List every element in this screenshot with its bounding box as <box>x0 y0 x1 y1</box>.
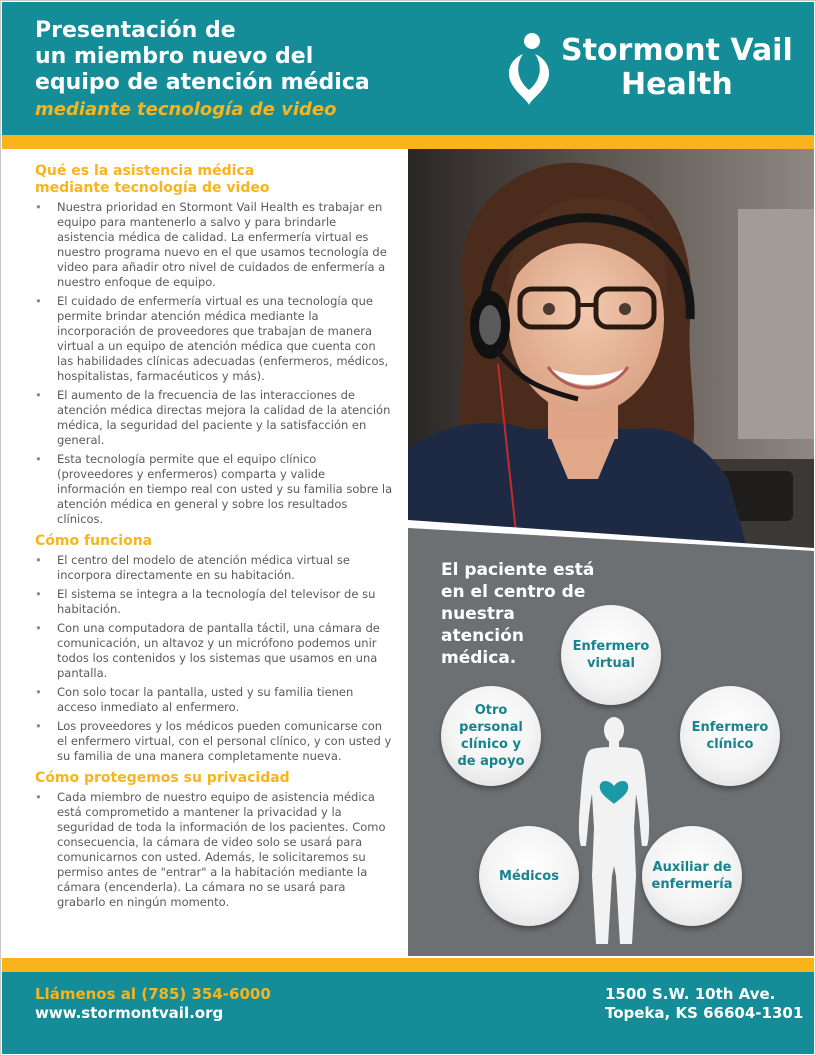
section-heading <box>35 770 395 787</box>
bubble-label: virtual <box>586 656 636 671</box>
logo-mark-icon <box>503 32 555 106</box>
section-heading <box>35 163 395 197</box>
list-item: • Con solo tocar la pantalla, usted y su familia tienen acceso inmediato al enfermero. <box>35 685 395 715</box>
list-item: • El aumento de la frecuencia de las interacciones de atención médica directas mejora la calidad de la atención médica, la seguridad del paciente y la satisfacción en general. <box>35 388 395 448</box>
heading-line: Cómo funciona <box>35 533 153 549</box>
page-subtitle: mediante tecnología de video <box>35 99 337 120</box>
bubble-label: de apoyo <box>457 754 525 769</box>
list-item: • El centro del modelo de atención médica virtual se incorpora directamente en su habitación. <box>35 553 395 583</box>
bubble-enfermero-clinico <box>680 686 780 786</box>
bubble-label: Otro <box>474 703 508 718</box>
title-line-1: Presentación de <box>35 18 236 43</box>
address-line: Topeka, KS 66604-1301 <box>605 1004 804 1022</box>
section-how-it-works <box>35 533 395 764</box>
list-item: • Cada miembro de nuestro equipo de asistencia médica está comprometido a mantener la privacidad y la seguridad de toda la información de los pacientes. Como consecuencia, la cámara de video solo se usará para comunicarnos con usted. Además, le solicitaremos su permiso antes de "entrar" a la habitación mediante la cámara (encenderla). La cámara no se usará para grabarlo en ningún momento. <box>35 790 395 910</box>
bubble-otro-personal <box>441 686 541 786</box>
section-heading <box>35 533 395 550</box>
title-line-3: equipo de atención médica <box>35 70 370 95</box>
bubble-auxiliar-enfermeria <box>642 826 742 926</box>
address-line: 1500 S.W. 10th Ave. <box>605 985 776 1003</box>
logo-wordmark <box>561 34 793 102</box>
bubble-label: enfermería <box>651 877 733 892</box>
heading-line: Cómo protegemos su privacidad <box>35 770 290 786</box>
list-item: • Con una computadora de pantalla táctil, una cámara de comunicación, un altavoz y un micrófono podemos unir todos los contenidos y los sistemas que usamos en una pantalla. <box>35 621 395 681</box>
page-title <box>35 18 370 96</box>
bullet-list <box>35 553 395 764</box>
footer-address <box>605 985 803 1023</box>
list-item: • Nuestra prioridad en Stormont Vail Health es trabajar en equipo para mantenerlo a salvo y para brindarle asistencia médica de calidad. La enfermería virtual es nuestro programa nuevo en el que usamos tecnología de video para añadir otro nivel de cuidados de enfermería a nuestro enfoque de equipo. <box>35 200 395 290</box>
list-item: • El sistema se integra a la tecnología del televisor de su habitación. <box>35 587 395 617</box>
bullet-list <box>35 200 395 527</box>
title-line-2: un miembro nuevo del <box>35 44 314 69</box>
human-figure-icon <box>574 716 654 946</box>
nurse-headset-photo <box>408 149 814 551</box>
section-video-care <box>35 163 395 527</box>
bubble-label: clínico y <box>461 737 521 752</box>
logo-line-1: Stormont Vail <box>561 33 793 68</box>
list-item: • Los proveedores y los médicos pueden comunicarse con el enfermero virtual, con el personal clínico, y con usted y su familia de una manera completamente nueva. <box>35 719 395 764</box>
stormont-vail-logo <box>503 32 793 112</box>
bubble-label: Enfermero <box>691 720 769 735</box>
bubble-label: Enfermero <box>572 639 650 654</box>
logo-line-2: Health <box>621 67 733 102</box>
heading-line: Qué es la asistencia médica <box>35 163 255 179</box>
bottom-gold-stripe <box>2 958 814 972</box>
bullet-list <box>35 790 395 910</box>
bubble-label: personal <box>459 720 523 735</box>
bubble-label: Auxiliar de <box>652 860 732 875</box>
top-gold-stripe <box>2 135 814 149</box>
footer-website[interactable]: www.stormontvail.org <box>35 1004 224 1022</box>
bubble-label: clínico <box>706 737 754 752</box>
list-item: • El cuidado de enfermería virtual es una tecnología que permite brindar atención médica mediante la incorporación de proveedores que trabajan de manera virtual a un equipo de atención médica que cuenta con las habilidades clínicas adecuadas (enfermeros, médicos, hospitalistas, farmacéuticos y más). <box>35 294 395 384</box>
section-privacy <box>35 770 395 910</box>
bubble-enfermero-virtual <box>561 605 661 705</box>
list-item: • Esta tecnología permite que el equipo clínico (proveedores y enfermeros) comparta y valide información en tiempo real con usted y su familia sobre la atención médica en general y sobre los resultados clínicos. <box>35 452 395 527</box>
panel-heading: El paciente está en el centro de nuestra atención médica. <box>441 560 595 668</box>
footer-phone: Llámenos al (785) 354-6000 <box>35 985 271 1003</box>
bubble-medicos <box>479 826 579 926</box>
info-column <box>35 163 395 916</box>
bubble-label: Médicos <box>499 868 559 884</box>
heading-line: mediante tecnología de video <box>35 180 270 196</box>
